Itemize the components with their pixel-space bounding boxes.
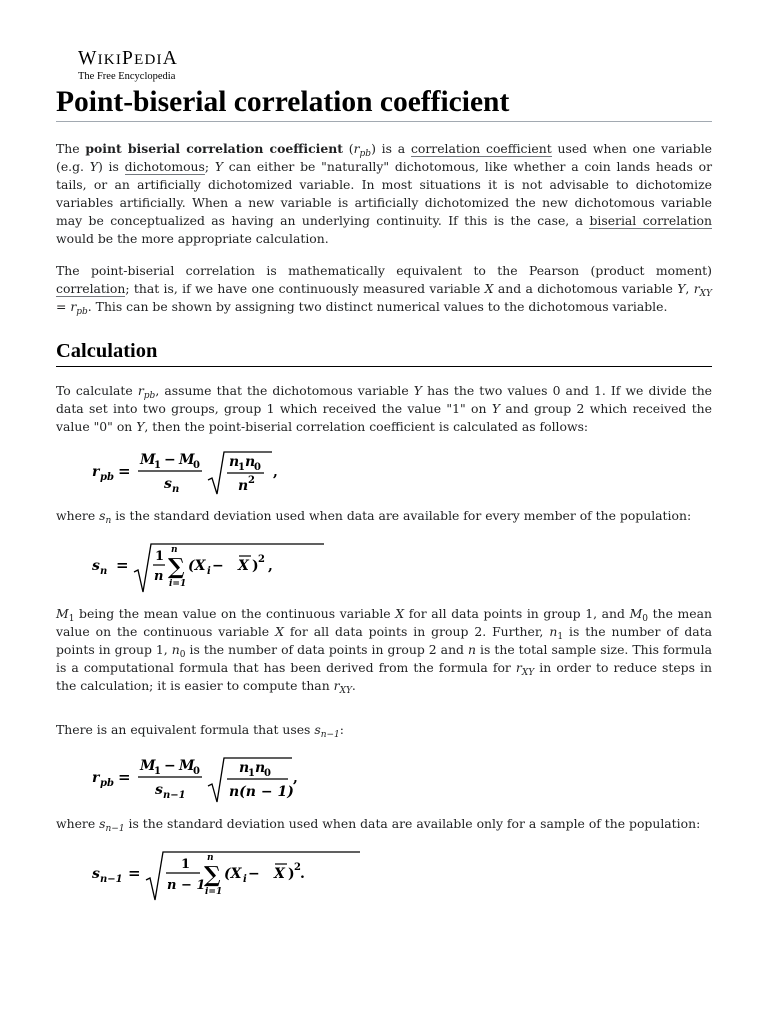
svg-text:,: , — [293, 770, 298, 786]
wikipedia-wordmark: WIKIPEDIA — [78, 48, 178, 69]
svg-text:n: n — [100, 566, 108, 577]
svg-text:,: , — [273, 464, 278, 480]
bold-term: point biserial correlation coefficient — [85, 141, 343, 156]
formula-sn — [92, 538, 352, 594]
svg-text:n−1: n−1 — [100, 874, 123, 885]
svg-text:n: n — [154, 569, 164, 584]
calculation-paragraph-2: where $s_n$ is the standard deviation used when data are available for every member of the population: — [56, 508, 692, 526]
calculation-paragraph-3: $M_1$ being the mean value on the continuous variable X for all data points in group 1, and $M_0$ the mean value on the continuous variable X for all data points in group 2. Further, $n_1$ is the number of data points in group 1, $n_0$ is the number of data points in group 2 and n is the total sample size. This formula is a computational formula that has been derived from the formula for $r_{XY}$ in order to reduce steps in the calculation; it is easier to compute than $r_{XY}$. — [56, 606, 713, 696]
svg-text:(X: (X — [188, 558, 206, 574]
intro-paragraph-1: The point biserial correlation coefficient $(r_{pb})$ is a correlation coefficient used when one variable (e.g. Y) is dichotomous; Y can either be "naturally" dichotomous, like whether a coin lands heads or tails, or an artificially dichotomized variable. In most situations it is not advisable to dichotomize variables artificially. When a new variable is artificially dichotomized the new dichotomous variable may be conceptualized as having an underlying continuity. If this is the case, a biserial correlation would be the more appropriate calculation. — [56, 141, 713, 246]
svg-text:): ) — [288, 866, 295, 882]
link-correlation-coefficient[interactable]: correlation coefficient — [410, 141, 552, 156]
calculation-paragraph-4: There is an equivalent formula that uses $s_{n-1}$: — [56, 722, 344, 740]
svg-text:n: n — [207, 853, 214, 863]
svg-text:): ) — [252, 558, 259, 574]
svg-text:i=1: i=1 — [205, 887, 223, 897]
svg-text:2: 2 — [248, 475, 255, 486]
link-dichotomous[interactable]: dichotomous — [124, 159, 205, 174]
svg-text:n − 1: n − 1 — [167, 878, 206, 893]
formula-sn-minus-1 — [92, 846, 392, 902]
svg-text:n−1: n−1 — [163, 790, 186, 801]
svg-text:X: X — [238, 558, 249, 574]
svg-text:0: 0 — [193, 766, 200, 777]
svg-text:r: r — [92, 464, 100, 480]
svg-text:1: 1 — [181, 857, 191, 872]
svg-text:n: n — [239, 760, 250, 776]
svg-text:0: 0 — [264, 768, 271, 779]
svg-text:s: s — [92, 558, 100, 574]
svg-text:−: − — [164, 758, 176, 774]
svg-text:i=1: i=1 — [169, 579, 187, 589]
svg-text:n: n — [245, 454, 256, 470]
svg-text:2: 2 — [294, 862, 301, 873]
svg-text:(X: (X — [224, 866, 242, 882]
svg-text:0: 0 — [193, 460, 200, 471]
svg-text:1: 1 — [238, 462, 245, 473]
svg-text:−: − — [164, 452, 176, 468]
svg-text:s: s — [155, 782, 163, 798]
svg-text:−: − — [248, 866, 260, 882]
svg-text:=: = — [118, 462, 131, 480]
svg-text:pb: pb — [100, 472, 114, 483]
calculation-paragraph-5: where $s_{n-1}$ is the standard deviation used when data are available only for a sample of the population: — [56, 816, 701, 834]
svg-text:n: n — [238, 478, 249, 494]
svg-text:∑: ∑ — [204, 862, 221, 888]
svg-text:i: i — [207, 566, 211, 577]
svg-text:=: = — [118, 768, 131, 786]
svg-text:M: M — [179, 758, 195, 774]
svg-text:,: , — [268, 558, 273, 574]
svg-text:−: − — [212, 558, 224, 574]
svg-text:X: X — [274, 866, 285, 882]
svg-text:r: r — [92, 770, 100, 786]
svg-text:∑: ∑ — [168, 554, 185, 580]
svg-text:1: 1 — [154, 460, 161, 471]
svg-text:s: s — [164, 476, 172, 492]
svg-text:M: M — [140, 758, 156, 774]
svg-text:n: n — [229, 454, 240, 470]
svg-text:1: 1 — [155, 549, 165, 564]
svg-text:=: = — [128, 864, 141, 882]
section-heading-calculation: Calculation — [56, 337, 712, 367]
svg-text:0: 0 — [254, 462, 261, 473]
wikipedia-logo[interactable] — [78, 48, 178, 83]
svg-text:n: n — [172, 484, 180, 495]
svg-text:M: M — [179, 452, 195, 468]
svg-text:=: = — [116, 556, 129, 574]
page-title: Point-biserial correlation coefficient — [56, 84, 712, 122]
svg-text:i: i — [243, 874, 247, 885]
svg-text:2: 2 — [258, 554, 265, 565]
svg-text:1: 1 — [154, 766, 161, 777]
svg-text:1: 1 — [248, 768, 255, 779]
svg-text:pb: pb — [100, 778, 114, 789]
link-biserial-correlation[interactable]: biserial correlation — [589, 213, 713, 228]
wikipedia-tagline: The Free Encyclopedia — [78, 71, 176, 82]
intro-paragraph-2: The point-biserial correlation is mathematically equivalent to the Pearson (product moment) correlation; that is, if we have one continuously measured variable X and a dichotomous variable Y, $r_{XY} = r_{pb}$. This can be shown by assigning two distinct numerical values to the dichotomous variable. — [56, 263, 712, 317]
svg-text:n: n — [171, 545, 178, 555]
svg-text:s: s — [92, 866, 100, 882]
formula-rpb-population — [92, 446, 332, 496]
formula-rpb-sample — [92, 752, 372, 804]
svg-text:n(n − 1): n(n − 1) — [229, 784, 294, 800]
svg-text:.: . — [300, 866, 305, 882]
calculation-paragraph-1: To calculate $r_{pb}$, assume that the dichotomous variable Y has the two values 0 and 1. If we divide the data set into two groups, group 1 which received the value "1" on Y and group 2 which received the value "0" on Y, then the point-biserial correlation coefficient is calculated as follows: — [56, 383, 713, 434]
link-correlation[interactable]: correlation — [56, 281, 126, 296]
svg-text:M: M — [140, 452, 156, 468]
svg-text:n: n — [255, 760, 266, 776]
